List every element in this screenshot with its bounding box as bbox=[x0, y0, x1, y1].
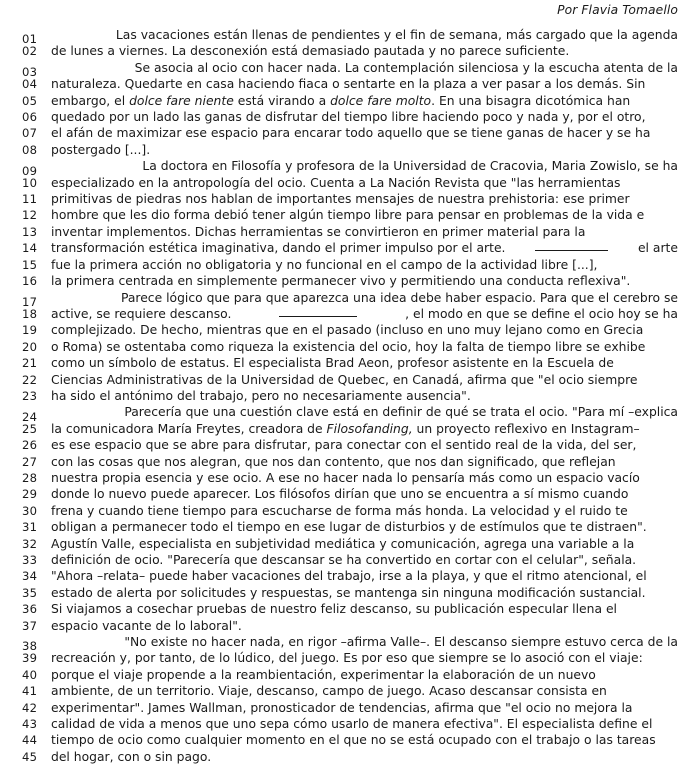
document-body bbox=[0, 27, 699, 765]
text-line bbox=[0, 388, 699, 404]
line-number: 07 bbox=[22, 126, 38, 141]
paragraph-indent bbox=[51, 634, 84, 650]
line-content bbox=[51, 339, 678, 355]
line-number: 35 bbox=[22, 585, 38, 600]
text-line bbox=[0, 207, 699, 223]
line-number: 37 bbox=[22, 618, 38, 633]
line-text-run: estado de alerta por solicitudes y respuestas, se mantenga sin ninguna modificación sustancial. bbox=[51, 585, 646, 600]
justified-line bbox=[51, 634, 678, 650]
line-text-run: el arte bbox=[637, 241, 678, 256]
text-line bbox=[0, 454, 699, 470]
justified-line bbox=[51, 76, 678, 92]
justified-line bbox=[51, 290, 678, 306]
justified-line bbox=[51, 27, 678, 43]
justified-line bbox=[51, 601, 678, 617]
justified-line bbox=[51, 716, 678, 732]
line-content bbox=[51, 257, 678, 273]
text-line bbox=[0, 27, 699, 47]
line-text-run: Se asocia al ocio con hacer nada. La contemplación silenciosa y la escucha atenta de la bbox=[134, 60, 678, 75]
justified-line bbox=[51, 700, 678, 716]
line-content bbox=[51, 700, 678, 716]
line-content bbox=[51, 585, 678, 601]
line-number: 06 bbox=[22, 110, 38, 125]
paragraph-indent bbox=[51, 158, 84, 174]
line-content bbox=[51, 601, 678, 617]
line-content bbox=[51, 716, 678, 732]
line-number: 33 bbox=[22, 553, 38, 567]
line-number: 13 bbox=[22, 224, 38, 239]
italic-phrase: dolce fare molto bbox=[330, 93, 432, 108]
line-content bbox=[51, 536, 678, 552]
line-number: 22 bbox=[22, 372, 38, 387]
line-text-run: , el modo en que se define el ocio hoy se ha bbox=[405, 306, 678, 321]
line-content bbox=[51, 93, 678, 109]
line-content bbox=[51, 667, 678, 683]
text-line bbox=[0, 568, 699, 584]
justified-line bbox=[51, 60, 678, 76]
paragraph-indent bbox=[51, 27, 84, 43]
line-content bbox=[51, 240, 678, 256]
line-text-run: especializado en la antropología del ocio. Cuenta a La Nación Revista que "las herramientas bbox=[51, 175, 621, 190]
line-content bbox=[51, 552, 678, 568]
line-text-run: "No existe no hacer nada, en rigor –afirma Valle–. El descanso siempre estuvo cerca de la bbox=[124, 635, 678, 650]
line-number: 24 bbox=[22, 409, 38, 424]
line-text-run: Ciencias Administrativas de la Universidad de Quebec, en Canadá, afirma que "el ocio siempre bbox=[51, 372, 638, 387]
line-content bbox=[51, 43, 678, 59]
text-line bbox=[0, 519, 699, 535]
text-line bbox=[0, 93, 699, 109]
text-line bbox=[0, 60, 699, 80]
line-text-run: ha sido el antónimo del trabajo, pero no necesariamente ausencia". bbox=[51, 388, 471, 403]
justified-line bbox=[51, 273, 678, 289]
line-number: 31 bbox=[22, 520, 38, 535]
line-number: 28 bbox=[22, 470, 38, 485]
line-number: 01 bbox=[22, 32, 38, 47]
text-line bbox=[0, 355, 699, 371]
line-content bbox=[51, 454, 678, 470]
text-line bbox=[0, 732, 699, 748]
text-line bbox=[0, 749, 699, 765]
line-number: 03 bbox=[22, 65, 38, 80]
line-content bbox=[51, 503, 678, 519]
text-line bbox=[0, 273, 699, 289]
text-line bbox=[0, 486, 699, 502]
line-content bbox=[51, 372, 678, 388]
line-number: 34 bbox=[22, 569, 38, 584]
line-text-run: del hogar, con o sin pago. bbox=[51, 749, 212, 764]
line-text-run: Parecería que una cuestión clave está en definir de qué se trata el ocio. "Para mí –explica bbox=[124, 405, 678, 420]
text-line bbox=[0, 240, 699, 256]
text-line bbox=[0, 601, 699, 617]
text-line bbox=[0, 650, 699, 666]
line-text-run: nuestra propia esencia y ese ocio. A ese no hacer nada lo pensaría más como un espacio vacío bbox=[51, 470, 640, 485]
justified-line bbox=[51, 191, 678, 207]
line-content bbox=[51, 109, 678, 125]
justified-line bbox=[51, 93, 678, 109]
line-content bbox=[51, 27, 678, 43]
fill-in-blank[interactable] bbox=[535, 240, 608, 251]
italic-phrase: Filosofanding, bbox=[326, 421, 413, 436]
line-content bbox=[51, 273, 678, 289]
justified-line bbox=[51, 388, 678, 404]
line-content bbox=[51, 175, 678, 191]
justified-line bbox=[51, 224, 678, 240]
line-content bbox=[51, 290, 678, 306]
text-line bbox=[0, 322, 699, 338]
line-number: 14 bbox=[22, 241, 38, 256]
justified-line bbox=[51, 109, 678, 125]
line-number: 41 bbox=[22, 684, 38, 699]
line-text-run: el afán de maximizar ese espacio para encarar todo aquello que se tiene ganas de hacer y se ha bbox=[51, 126, 651, 141]
justified-line bbox=[51, 306, 678, 322]
line-content bbox=[51, 76, 678, 92]
justified-line bbox=[51, 240, 678, 256]
line-number: 02 bbox=[22, 44, 38, 59]
justified-line bbox=[51, 749, 678, 765]
line-text-run: porque el viaje propende a la reambientación, experimentar la elaboración de un nuevo bbox=[51, 667, 596, 682]
line-content bbox=[51, 207, 678, 223]
justified-line bbox=[51, 454, 678, 470]
line-text-run: calidad de vida a menos que uno sepa cómo usarlo de manera efectiva". El especialista define el bbox=[51, 717, 653, 732]
line-content bbox=[51, 306, 678, 322]
line-text-run: Si viajamos a cosechar pruebas de nuestro feliz descanso, su publicación especular llena el bbox=[51, 602, 617, 617]
justified-line bbox=[51, 43, 678, 59]
justified-line bbox=[51, 257, 678, 273]
line-number: 05 bbox=[22, 93, 38, 108]
justified-line bbox=[51, 552, 678, 568]
paragraph-indent bbox=[51, 404, 84, 420]
line-text-run: con las cosas que nos alegran, que nos dan contento, que nos dan significado, que reflejan bbox=[51, 454, 616, 469]
line-text-run: ambiente, de un territorio. Viaje, descanso, campo de juego. Acaso descansar consista en bbox=[51, 684, 607, 699]
line-content bbox=[51, 732, 678, 748]
line-content bbox=[51, 158, 678, 174]
line-text-run: definición de ocio. "Parecería que descansar se ha convertido en cortar con el celular", señala. bbox=[51, 553, 637, 567]
text-line bbox=[0, 109, 699, 125]
text-line bbox=[0, 470, 699, 486]
line-text-run: o Roma) se ostentaba como riqueza la existencia del ocio, hoy la falta de tiempo libre se exhibe bbox=[51, 339, 646, 354]
line-text-run: la primera centrada en simplemente permanecer vivo y permitiendo una conducta reflexiva". bbox=[51, 274, 631, 289]
text-line bbox=[0, 158, 699, 178]
line-number: 10 bbox=[22, 175, 38, 190]
line-number: 11 bbox=[22, 192, 38, 207]
line-number: 43 bbox=[22, 717, 38, 732]
line-content bbox=[51, 486, 678, 502]
text-line bbox=[0, 503, 699, 519]
text-line bbox=[0, 125, 699, 141]
text-line bbox=[0, 339, 699, 355]
line-number: 17 bbox=[22, 294, 38, 309]
line-content bbox=[51, 388, 678, 404]
line-content bbox=[51, 322, 678, 338]
justified-line bbox=[51, 125, 678, 141]
line-content bbox=[51, 125, 678, 141]
justified-line bbox=[51, 355, 678, 371]
line-text-run: fue la primera acción no obligatoria y no funcional en el campo de la actividad libre [...], bbox=[51, 257, 598, 272]
text-line bbox=[0, 536, 699, 552]
line-number: 36 bbox=[22, 602, 38, 617]
line-text-run: transformación estética imaginativa, dando el primer impulso por el arte. bbox=[51, 241, 506, 256]
text-line bbox=[0, 700, 699, 716]
line-number: 09 bbox=[22, 163, 38, 178]
line-number: 32 bbox=[22, 536, 38, 551]
line-text-run: frena y cuando tiene tiempo para escucharse de forma más honda. La velocidad y el ruido te bbox=[51, 503, 628, 518]
line-number: 18 bbox=[22, 306, 38, 321]
line-text-run: Las vacaciones están llenas de pendientes y el fin de semana, más cargado que la agenda bbox=[115, 28, 678, 42]
justified-line bbox=[51, 519, 678, 535]
line-content bbox=[51, 470, 678, 486]
line-number: 40 bbox=[22, 667, 38, 682]
line-text-run: obligan a permanecer todo el tiempo en ese lugar de disturbios y de estímulos que te distraen". bbox=[51, 520, 647, 535]
justified-line bbox=[51, 667, 678, 683]
text-line bbox=[0, 290, 699, 309]
line-number: 04 bbox=[22, 77, 38, 92]
line-content bbox=[51, 437, 678, 453]
line-number: 27 bbox=[22, 454, 38, 469]
line-text-run: "Ahora –relata– puede haber vacaciones del trabajo, irse a la playa, y que el ritmo atencional, el bbox=[51, 569, 647, 584]
line-number: 19 bbox=[22, 323, 38, 338]
justified-line bbox=[51, 421, 678, 437]
line-number: 15 bbox=[22, 257, 38, 272]
line-text-run: como un símbolo de estatus. El especialista Brad Aeon, profesor asistente en la Escuela de bbox=[51, 356, 614, 371]
text-line bbox=[0, 175, 699, 191]
text-line bbox=[0, 683, 699, 699]
text-line bbox=[0, 404, 699, 424]
line-text-run: tiempo de ocio como cualquier momento en el que no se está ocupado con el trabajo o las tareas bbox=[51, 733, 656, 748]
line-text-run: Parece lógico que para que aparezca una idea debe haber espacio. Para que el cerebro se bbox=[120, 290, 678, 305]
justified-line bbox=[51, 486, 678, 502]
line-text-run: está virando a bbox=[233, 93, 331, 108]
line-content bbox=[51, 519, 678, 535]
line-content bbox=[51, 634, 678, 650]
line-content bbox=[51, 650, 678, 666]
line-text-run: . En una bisagra dicotómica han bbox=[431, 93, 631, 108]
text-line bbox=[0, 372, 699, 388]
line-content bbox=[51, 60, 678, 76]
line-text-run: active, se requiere descanso. bbox=[51, 306, 232, 321]
line-number: 44 bbox=[22, 733, 38, 748]
justified-line bbox=[51, 470, 678, 486]
justified-line bbox=[51, 175, 678, 191]
justified-line bbox=[51, 732, 678, 748]
line-number: 21 bbox=[22, 356, 38, 371]
line-number: 45 bbox=[22, 749, 38, 764]
justified-line bbox=[51, 207, 678, 223]
text-line bbox=[0, 716, 699, 732]
line-content bbox=[51, 683, 678, 699]
text-line bbox=[0, 421, 699, 437]
text-line bbox=[0, 191, 699, 207]
text-line bbox=[0, 306, 699, 322]
justified-line bbox=[51, 142, 678, 158]
justified-line bbox=[51, 158, 678, 174]
line-content bbox=[51, 618, 678, 634]
line-number: 25 bbox=[22, 421, 38, 436]
justified-line bbox=[51, 372, 678, 388]
fill-in-blank[interactable] bbox=[279, 306, 357, 317]
line-text-run: Agustín Valle, especialista en subjetividad mediática y comunicación, agrega una variable a la bbox=[51, 536, 635, 551]
line-number: 42 bbox=[22, 700, 38, 715]
justified-line bbox=[51, 618, 678, 634]
line-text-run: primitivas de piedras nos hablan de importantes mensajes de nuestra prehistoria: ese primer bbox=[51, 192, 630, 207]
line-number: 39 bbox=[22, 651, 38, 666]
justified-line bbox=[51, 503, 678, 519]
line-content bbox=[51, 568, 678, 584]
line-number: 08 bbox=[22, 142, 38, 157]
line-number: 30 bbox=[22, 503, 38, 518]
line-text-run: embargo, el bbox=[51, 93, 130, 108]
text-line bbox=[0, 257, 699, 273]
line-content bbox=[51, 191, 678, 207]
line-text-run: espacio vacante de lo laboral". bbox=[51, 618, 242, 633]
line-text-run: recreación y, por tanto, de lo lúdico, del juego. Es por eso que siempre se lo asoció con el viaje: bbox=[51, 651, 643, 666]
line-number: 16 bbox=[22, 274, 38, 289]
line-text-run: donde lo nuevo puede aparecer. Los filósofos dirían que uno se encuentra a sí mismo cuando bbox=[51, 487, 629, 502]
text-line bbox=[0, 585, 699, 601]
justified-line bbox=[51, 339, 678, 355]
justified-line bbox=[51, 585, 678, 601]
line-text-run: quedado por un lado las ganas de disfrutar del tiempo libre haciendo poco y nada y, por el otro, bbox=[51, 110, 646, 125]
line-content bbox=[51, 142, 678, 158]
justified-line bbox=[51, 568, 678, 584]
line-number: 20 bbox=[22, 339, 38, 354]
justified-line bbox=[51, 404, 678, 420]
line-text-run: es ese espacio que se abre para disfrutar, para conectar con el sentido real de la vida, del ser, bbox=[51, 438, 637, 453]
justified-line bbox=[51, 683, 678, 699]
line-text-run: de lunes a viernes. La desconexión está demasiado pautada y no parece suficiente. bbox=[51, 44, 570, 59]
text-line bbox=[0, 43, 699, 59]
justified-line bbox=[51, 437, 678, 453]
line-content bbox=[51, 421, 678, 437]
byline: Por Flavia Tomaello bbox=[557, 3, 678, 17]
line-content bbox=[51, 749, 678, 765]
text-line bbox=[0, 618, 699, 634]
line-content bbox=[51, 224, 678, 240]
justified-line bbox=[51, 650, 678, 666]
line-content bbox=[51, 404, 678, 420]
line-number: 38 bbox=[22, 639, 38, 654]
paragraph-indent bbox=[51, 60, 84, 76]
line-number: 26 bbox=[22, 438, 38, 453]
paragraph-indent bbox=[51, 290, 84, 306]
line-text-run: la comunicadora María Freytes, creadora de bbox=[51, 421, 327, 436]
line-text-run: postergado [...]. bbox=[51, 142, 151, 157]
line-text-run: La doctora en Filosofía y profesora de la Universidad de Cracovia, Maria Zowislo, se ha bbox=[142, 159, 678, 174]
line-number: 23 bbox=[22, 388, 38, 403]
justified-line bbox=[51, 536, 678, 552]
text-line bbox=[0, 224, 699, 240]
text-line bbox=[0, 634, 699, 654]
line-text-run: naturaleza. Quedarte en casa haciendo fiaca o sentarte en la plaza a ver pasar a los demás. Sin bbox=[51, 77, 646, 92]
line-text-run: complejizado. De hecho, mientras que en el pasado (incluso en uno muy lejano como en Grecia bbox=[51, 323, 644, 338]
line-number: 29 bbox=[22, 487, 38, 502]
line-text-run: un proyecto reflexivo en Instagram– bbox=[412, 421, 640, 436]
text-line bbox=[0, 667, 699, 683]
text-line bbox=[0, 552, 699, 568]
text-line bbox=[0, 437, 699, 453]
line-number: 12 bbox=[22, 208, 38, 223]
italic-phrase: dolce fare niente bbox=[129, 93, 234, 108]
text-line bbox=[0, 142, 699, 158]
line-content bbox=[51, 355, 678, 371]
line-text-run: inventar implementos. Dichas herramientas se convirtieron en primer material para la bbox=[51, 224, 586, 239]
line-text-run: hombre que les dio forma debió tener algún tiempo libre para pensar en problemas de la vida e bbox=[51, 208, 645, 223]
justified-line bbox=[51, 322, 678, 338]
line-text-run: experimentar". James Wallman, pronosticador de tendencias, afirma que "el ocio no mejora la bbox=[51, 700, 633, 715]
text-line bbox=[0, 76, 699, 92]
